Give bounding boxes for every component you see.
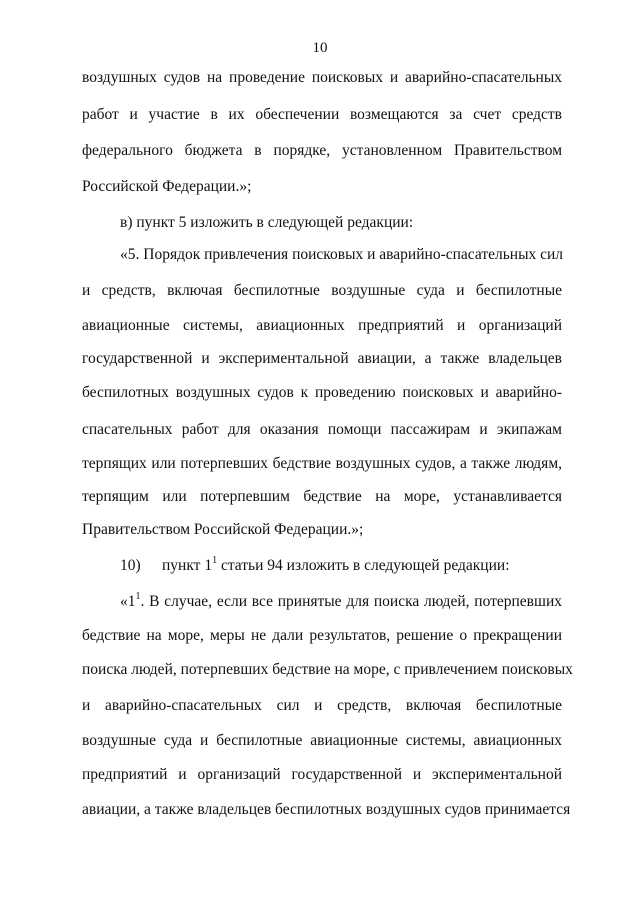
text-line: спасательных работ для оказания помощи пассажирам и экипажам <box>82 421 562 438</box>
item-text-a: пункт 1 <box>162 557 213 574</box>
quote-first-line <box>120 592 562 612</box>
text-line: бедствие на море, меры не дали результатов, решение о прекращении <box>82 627 562 644</box>
text-line: терпящих или потерпевших бедствие воздушных судов, а также людям, <box>82 455 562 472</box>
text-line: воздушные суда и беспилотные авиационные системы, авиационных <box>82 732 562 749</box>
text-line: федерального бюджета в порядке, установленном Правительством <box>82 142 562 159</box>
quote-rest: . В случае, если все принятые для поиска людей, потерпевших <box>140 593 562 610</box>
text-line: Правительством Российской Федерации.»; <box>82 521 364 538</box>
text-line: поиска людей, потерпевших бедствие на море, с привлечением поисковых <box>82 661 573 678</box>
text-line: работ и участие в их обеспечении возмещаются за счет средств <box>82 106 562 123</box>
text-line: и средств, включая беспилотные воздушные суда и беспилотные <box>82 282 562 299</box>
item-number: 10) <box>120 557 141 574</box>
text-line: воздушных судов на проведение поисковых и аварийно-спасательных <box>82 69 562 86</box>
text-line: «5. Порядок привлечения поисковых и аварийно-спасательных сил <box>120 246 564 263</box>
text-line: терпящим или потерпевшим бедствие на море, устанавливается <box>82 488 562 505</box>
text-line: и аварийно-спасательных сил и средств, включая беспилотные <box>82 697 562 714</box>
text-line: авиации, а также владельцев беспилотных воздушных судов принимается <box>82 801 571 818</box>
quote-open: «1 <box>120 593 136 610</box>
item-superscript: 1 <box>212 554 218 566</box>
text-line: в) пункт 5 изложить в следующей редакции: <box>120 214 414 231</box>
text-line: предприятий и организаций государственной и экспериментальной <box>82 766 562 783</box>
item-text-b: статьи 94 изложить в следующей редакции: <box>217 557 510 574</box>
text-line: авиационные системы, авиационных предприятий и организаций <box>82 317 562 334</box>
item-10-line <box>120 556 562 576</box>
text-line: беспилотных воздушных судов к проведению поисковых и аварийно- <box>82 384 562 401</box>
text-line: государственной и экспериментальной авиации, а также владельцев <box>82 350 562 367</box>
quote-superscript: 1 <box>135 590 141 602</box>
text-line: Российской Федерации.»; <box>82 178 252 195</box>
page-number: 10 <box>312 40 328 56</box>
